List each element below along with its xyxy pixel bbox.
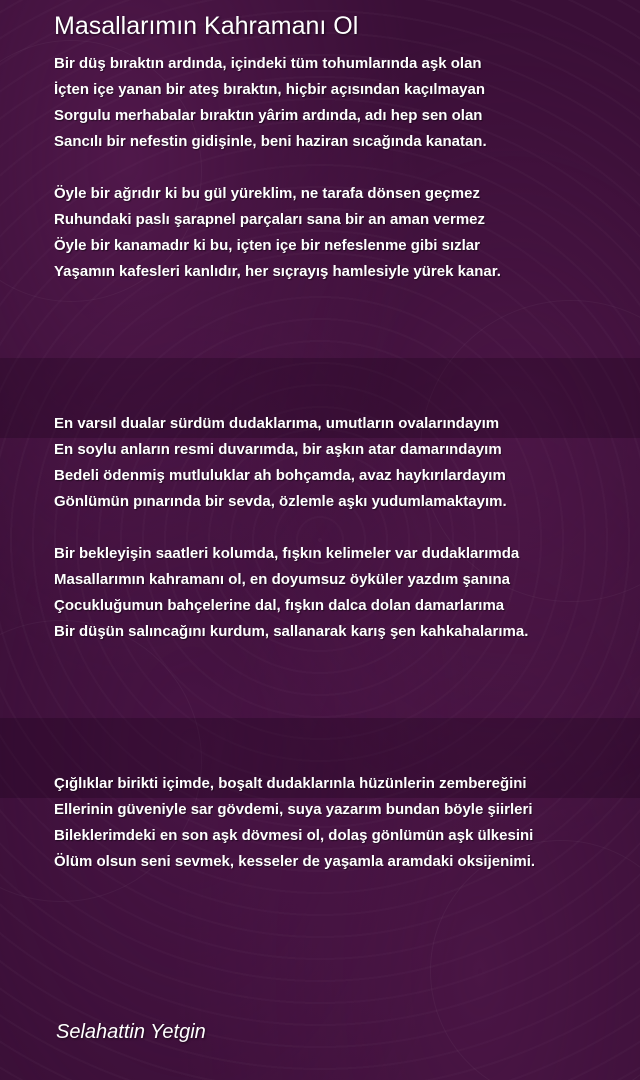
poem-line: En soylu anların resmi duvarımda, bir aşkın atar damarındayım	[54, 441, 502, 458]
background-ornament	[430, 840, 640, 1080]
poem-title: Masallarımın Kahramanı Ol	[54, 12, 359, 40]
poem-line: Gönlümün pınarında bir sevda, özlemle aşkı yudumlamaktayım.	[54, 493, 507, 510]
stanza-1	[54, 51, 487, 155]
poem-line: Bir düşün salıncağını kurdum, sallanarak karış şen kahkahalarıma.	[54, 623, 529, 640]
stanza-3	[54, 411, 507, 515]
poem-line: Bileklerimdeki en son aşk dövmesi ol, dolaş gönlümün aşk ülkesini	[54, 827, 534, 844]
poem-line: Sancılı bir nefestin gidişinle, beni haziran sıcağında kanatan.	[54, 133, 487, 150]
poem-line: En varsıl dualar sürdüm dudaklarıma, umutların ovalarındayım	[54, 415, 500, 432]
poem-line: Masallarımın kahramanı ol, en doyumsuz öyküler yazdım şanına	[54, 571, 510, 588]
poem-line: Çığlıklar birikti içimde, boşalt dudaklarınla hüzünlerin zembereğini	[54, 775, 527, 792]
poem-line: Öyle bir kanamadır ki bu, içten içe bir nefeslenme gibi sızlar	[54, 237, 480, 254]
stanza-5	[54, 771, 535, 875]
poem-line: Öyle bir ağrıdır ki bu gül yüreklim, ne tarafa dönsen geçmez	[54, 185, 480, 202]
stanza-2	[54, 181, 501, 285]
poem-line: Bir bekleyişin saatleri kolumda, fışkın kelimeler var dudaklarımda	[54, 545, 520, 562]
poem-author: Selahattin Yetgin	[56, 1021, 206, 1043]
poem-line: Ruhundaki paslı şarapnel parçaları sana bir an aman vermez	[54, 211, 486, 228]
stanza-4	[54, 541, 528, 645]
poem-line: Ölüm olsun seni sevmek, kesseler de yaşamla aramdaki oksijenimi.	[54, 853, 536, 870]
poem-line: Bir düş bıraktın ardında, içindeki tüm tohumlarında aşk olan	[54, 55, 482, 72]
poem-line: Bedeli ödenmiş mutluluklar ah bohçamda, avaz haykırılardayım	[54, 467, 506, 484]
poem-line: Sorgulu merhabalar bıraktın yârim ardında, adı hep sen olan	[54, 107, 483, 124]
poem-line: İçten içe yanan bir ateş bıraktın, hiçbir açısından kaçılmayan	[54, 81, 486, 98]
poem-line: Ellerinin güveniyle sar gövdemi, suya yazarım bundan böyle şiirleri	[54, 801, 533, 818]
poem-line: Çocukluğumun bahçelerine dal, fışkın dalca dolan damarlarıma	[54, 597, 505, 614]
poem-line: Yaşamın kafesleri kanlıdır, her sıçrayış hamlesiyle yürek kanar.	[54, 263, 501, 280]
